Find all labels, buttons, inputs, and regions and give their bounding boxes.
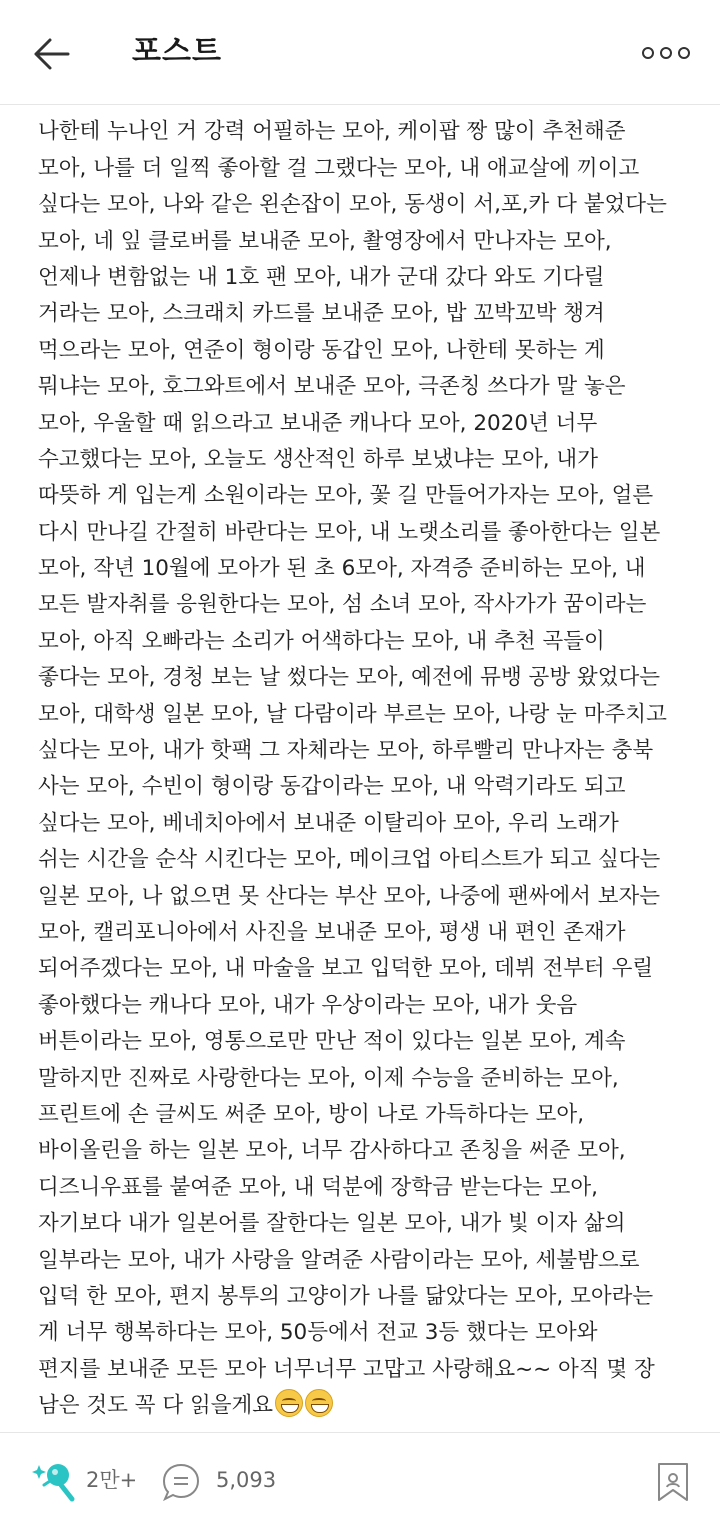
post-line: 먹으라는 모아, 연준이 형이랑 동갑인 모아, 나한테 못하는 게 — [38, 337, 605, 363]
like-button[interactable] — [28, 1455, 80, 1505]
post-line: 모든 발자취를 응원한다는 모아, 섬 소녀 모아, 작사가가 꿈이라는 — [38, 592, 647, 618]
comment-count: 5,093 — [216, 1468, 277, 1492]
sparkle-like-icon — [28, 1455, 80, 1505]
post-line: 좋아했다는 캐나다 모아, 내가 우상이라는 모아, 내가 웃음 — [38, 992, 578, 1018]
bookmark-button[interactable] — [656, 1461, 690, 1503]
bookmark-icon — [656, 1461, 690, 1503]
post-line: 디즈니우표를 붙여준 모아, 내 덕분에 장학금 받는다는 모아, — [38, 1174, 598, 1200]
post-line: 버튼이라는 모아, 영통으로만 만난 적이 있다는 일본 모아, 계속 — [38, 1029, 626, 1055]
like-count: 2만+ — [86, 1468, 138, 1492]
post-line: 모아, 캘리포니아에서 사진을 보내준 모아, 평생 내 편인 존재가 — [38, 919, 626, 945]
post-content[interactable] — [0, 78, 720, 1430]
comment-bubble-icon — [160, 1461, 202, 1503]
top-app-bar — [0, 0, 720, 105]
post-line: 모아, 아직 오빠라는 소리가 어색하다는 모아, 내 추천 곡들이 — [38, 628, 605, 654]
post-line: 싶다는 모아, 내가 핫팩 그 자체라는 모아, 하루빨리 만나자는 충북 — [38, 738, 654, 764]
bottom-action-bar — [0, 1432, 720, 1529]
back-button[interactable] — [28, 30, 76, 78]
post-line: 일부라는 모아, 내가 사랑을 알려준 사람이라는 모아, 세불밤으로 — [38, 1247, 640, 1273]
grinning-face-icon — [275, 1389, 303, 1417]
post-line: 나한테 누나인 거 강력 어필하는 모아, 케이팝 짱 많이 추천해준 — [38, 119, 626, 145]
comment-button[interactable] — [160, 1461, 202, 1503]
post-line: 모아, 대학생 일본 모아, 날 다람이라 부르는 모아, 나랑 눈 마주치고 — [38, 701, 667, 727]
post-line: 좋다는 모아, 경청 보는 날 썼다는 모아, 예전에 뮤뱅 공방 왔었다는 — [38, 665, 661, 691]
more-dots-icon — [638, 38, 694, 68]
post-line: 따뜻하 게 입는게 소원이라는 모아, 꽃 길 만들어가자는 모아, 얼른 — [38, 483, 654, 509]
post-body — [38, 78, 694, 1424]
post-line: 프린트에 손 글씨도 써준 모아, 방이 나로 가득하다는 모아, — [38, 1101, 585, 1127]
post-line: 수고했다는 모아, 오늘도 생산적인 하루 보냈냐는 모아, 내가 — [38, 446, 598, 472]
post-line-last — [38, 1388, 694, 1424]
post-line: 싶다는 모아, 나와 같은 왼손잡이 모아, 동생이 서,포,카 다 붙었다는 — [38, 192, 667, 218]
post-line: 다시 만나길 간절히 바란다는 모아, 내 노랫소리를 좋아한다는 일본 — [38, 519, 661, 545]
post-line: 되어주겠다는 모아, 내 마술을 보고 입덕한 모아, 데뷔 전부터 우릴 — [38, 956, 654, 982]
post-line: 편지를 보내준 모든 모아 너무너무 고맙고 사랑해요~~ 아직 몇 장 — [38, 1356, 655, 1382]
post-line: 입덕 한 모아, 편지 봉투의 고양이가 나를 닮았다는 모아, 모아라는 — [38, 1283, 654, 1309]
post-line: 바이올린을 하는 일본 모아, 너무 감사하다고 존칭을 써준 모아, — [38, 1138, 626, 1164]
post-line: 게 너무 행복하다는 모아, 50등에서 전교 3등 했다는 모아와 — [38, 1320, 598, 1346]
post-line: 거라는 모아, 스크래치 카드를 보내준 모아, 밥 꼬박꼬박 챙겨 — [38, 301, 605, 327]
post-line: 사는 모아, 수빈이 형이랑 동갑이라는 모아, 내 악력기라도 되고 — [38, 774, 626, 800]
grinning-face-icon — [305, 1389, 333, 1417]
post-line: 모아, 우울할 때 읽으라고 보내준 캐나다 모아, 2020년 너무 — [38, 410, 598, 436]
post-line: 자기보다 내가 일본어를 잘한다는 일본 모아, 내가 빛 이자 삶의 — [38, 1211, 626, 1237]
arrow-left-icon — [28, 30, 76, 78]
page-title: 포스트 — [132, 34, 222, 69]
post-line: 모아, 작년 10월에 모아가 된 초 6모아, 자격증 준비하는 모아, 내 — [38, 556, 646, 582]
post-line: 쉬는 시간을 순삭 시킨다는 모아, 메이크업 아티스트가 되고 싶다는 — [38, 847, 661, 873]
post-line: 모아, 네 잎 클로버를 보내준 모아, 촬영장에서 만나자는 모아, — [38, 228, 612, 254]
post-line: 일본 모아, 나 없으면 못 산다는 부산 모아, 나중에 팬싸에서 보자는 — [38, 883, 661, 909]
post-line: 모아, 나를 더 일찍 좋아할 걸 그랬다는 모아, 내 애교살에 끼이고 — [38, 155, 640, 181]
post-line: 말하지만 진짜로 사랑한다는 모아, 이제 수능을 준비하는 모아, — [38, 1065, 619, 1091]
post-line-last-text: 남은 것도 꼭 다 읽을게요 — [38, 1393, 274, 1419]
post-line: 뭐냐는 모아, 호그와트에서 보내준 모아, 극존칭 쓰다가 말 놓은 — [38, 374, 626, 400]
post-line: 싶다는 모아, 베네치아에서 보내준 이탈리아 모아, 우리 노래가 — [38, 810, 619, 836]
more-options-button[interactable] — [638, 38, 694, 68]
post-line: 언제나 변함없는 내 1호 팬 모아, 내가 군대 갔다 와도 기다릴 — [38, 264, 605, 290]
